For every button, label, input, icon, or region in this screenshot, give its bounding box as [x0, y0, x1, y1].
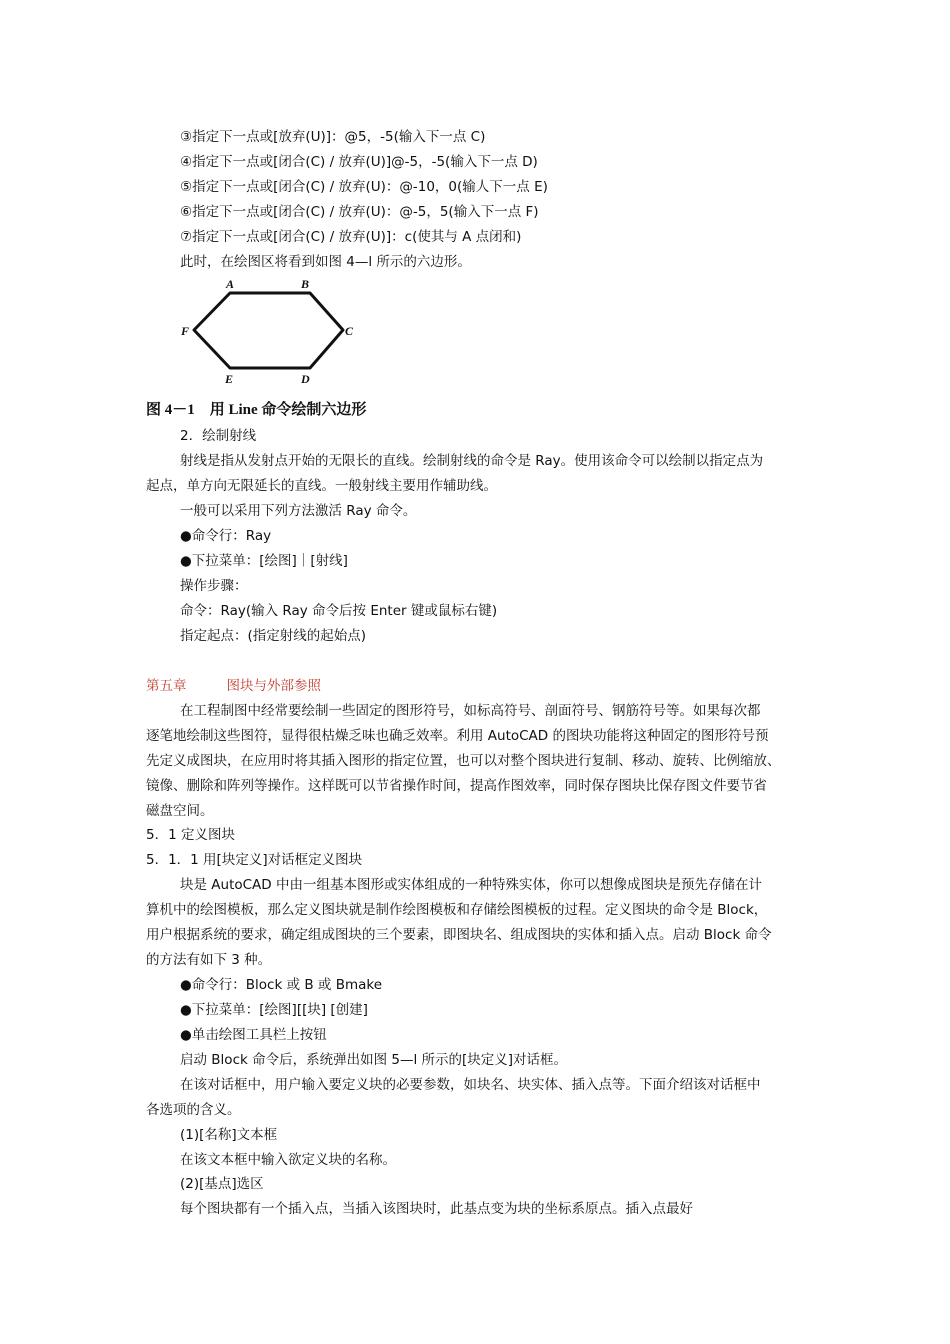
- option-1-desc: 在该文本框中输入欲定义块的名称。: [180, 1152, 396, 1168]
- block-para-line: 的方法有如下 3 种。: [146, 952, 272, 968]
- intro-line: 先定义成图块，在应用时将其插入图形的指定位置，也可以对整个图块进行复制、移动、旋转、比例缩放、: [146, 753, 781, 769]
- ray-para2: 一般可以采用下列方法激活 Ray 命令。: [180, 503, 417, 519]
- section-5-1-heading: 5．1 定义图块: [146, 827, 235, 843]
- option-2-desc: 每个图块都有一个插入点，当插入该图块时，此基点变为块的坐标系原点。插入点最好: [180, 1201, 693, 1217]
- block-para-line: 算机中的绘图模板，那么定义图块就是制作绘图模板和存储绘图模板的过程。定义图块的命令是 Block，: [146, 902, 768, 918]
- ray-para1-line2: 起点，单方向无限延长的直线。一般射线主要用作辅助线。: [146, 478, 497, 494]
- block-para-line: 块是 AutoCAD 中由一组基本图形或实体组成的一种特殊实体，你可以想像成图块是预先存储在计: [180, 877, 762, 893]
- chapter-title: 图块与外部参照: [226, 678, 321, 694]
- intro-line: 镜像、删除和阵列等操作。这样既可以节省操作时间，提高作图效率，同时保存图块比保存图文件要节省: [146, 778, 767, 794]
- vertex-label-f: F: [181, 324, 190, 338]
- step-5: ⑤指定下一点或[闭合(C) / 放弃(U)：@-10，0(输人下一点 E): [180, 179, 548, 195]
- intro-line: 逐笔地绘制这些图符，显得很枯燥乏味也确乏效率。利用 AutoCAD 的图块功能将这种固定的图形符号预: [146, 728, 769, 744]
- intro-line: 在工程制图中经常要绘制一些固定的图形符号，如标高符号、剖面符号、钢筋符号等。如果每次都: [180, 703, 761, 719]
- ray-bullet-command-line: ●命令行：Ray: [180, 528, 272, 544]
- intro-line: 磁盘空间。: [146, 803, 214, 819]
- block-bullet-command-line: ●命令行：Block 或 B 或 Bmake: [180, 977, 383, 993]
- hexagon-figure: [146, 276, 406, 422]
- block-bullet-toolbar: ●单击绘图工具栏上按钮: [180, 1027, 327, 1043]
- figure-caption: 图 4－1 用 Line 命令绘制六边形: [146, 402, 367, 418]
- ray-cmd2: 指定起点：(指定射线的起始点): [180, 628, 367, 644]
- ray-cmd1: 命令：Ray(输入 Ray 命令后按 Enter 键或鼠标右键): [180, 603, 498, 619]
- vertex-label-a: A: [226, 277, 235, 291]
- vertex-label-c: C: [345, 324, 354, 338]
- step-6: ⑥指定下一点或[闭合(C) / 放弃(U)：@-5，5(输入下一点 F): [180, 204, 539, 220]
- block-para-line: 用户根据系统的要求，确定组成图块的三个要素，即图块名、组成图块的实体和插入点。启动 Block 命令: [146, 927, 772, 943]
- vertex-label-e: E: [225, 372, 234, 386]
- vertex-label-b: B: [301, 277, 310, 291]
- vertex-label-d: D: [301, 372, 310, 386]
- block-bullet-menu: ●下拉菜单：[绘图][[块] [创建]: [180, 1002, 368, 1018]
- ray-heading: 2．绘制射线: [180, 428, 257, 444]
- ray-bullet-menu: ●下拉菜单：[绘图]｜[射线]: [180, 553, 348, 569]
- option-2-title: (2)[基点]选区: [180, 1176, 264, 1192]
- hexagon-shape: [194, 293, 343, 368]
- chapter-number: 第五章: [146, 678, 187, 694]
- ray-steps-label: 操作步骤：: [180, 578, 248, 594]
- section-5-1-1-heading: 5．1．1 用[块定义]对话框定义图块: [146, 852, 363, 868]
- step-3: ③指定下一点或[放弃(U)]：@5，-5(输入下一点 C): [180, 129, 486, 145]
- after-steps-text: 此时，在绘图区将看到如图 4—l 所示的六边形。: [180, 254, 471, 270]
- step-4: ④指定下一点或[闭合(C) / 放弃(U)]@-5，-5(输入下一点 D): [180, 154, 538, 170]
- options-para-line: 在该对话框中，用户输入要定义块的必要参数，如块名、块实体、插入点等。下面介绍该对话框中: [180, 1077, 761, 1093]
- ray-para1-line1: 射线是指从发射点开始的无限长的直线。绘制射线的命令是 Ray。使用该命令可以绘制以指定点为: [180, 453, 764, 469]
- options-para-line: 各选项的含义。: [146, 1102, 241, 1118]
- option-1-title: (1)[名称]文本框: [180, 1127, 278, 1143]
- chapter-heading: [146, 677, 321, 695]
- step-7: ⑦指定下一点或[闭合(C) / 放弃(U)]：c(使其与 A 点闭和): [180, 229, 522, 245]
- dialog-intro: 启动 Block 命令后，系统弹出如图 5—l 所示的[块定义]对话框。: [180, 1052, 568, 1068]
